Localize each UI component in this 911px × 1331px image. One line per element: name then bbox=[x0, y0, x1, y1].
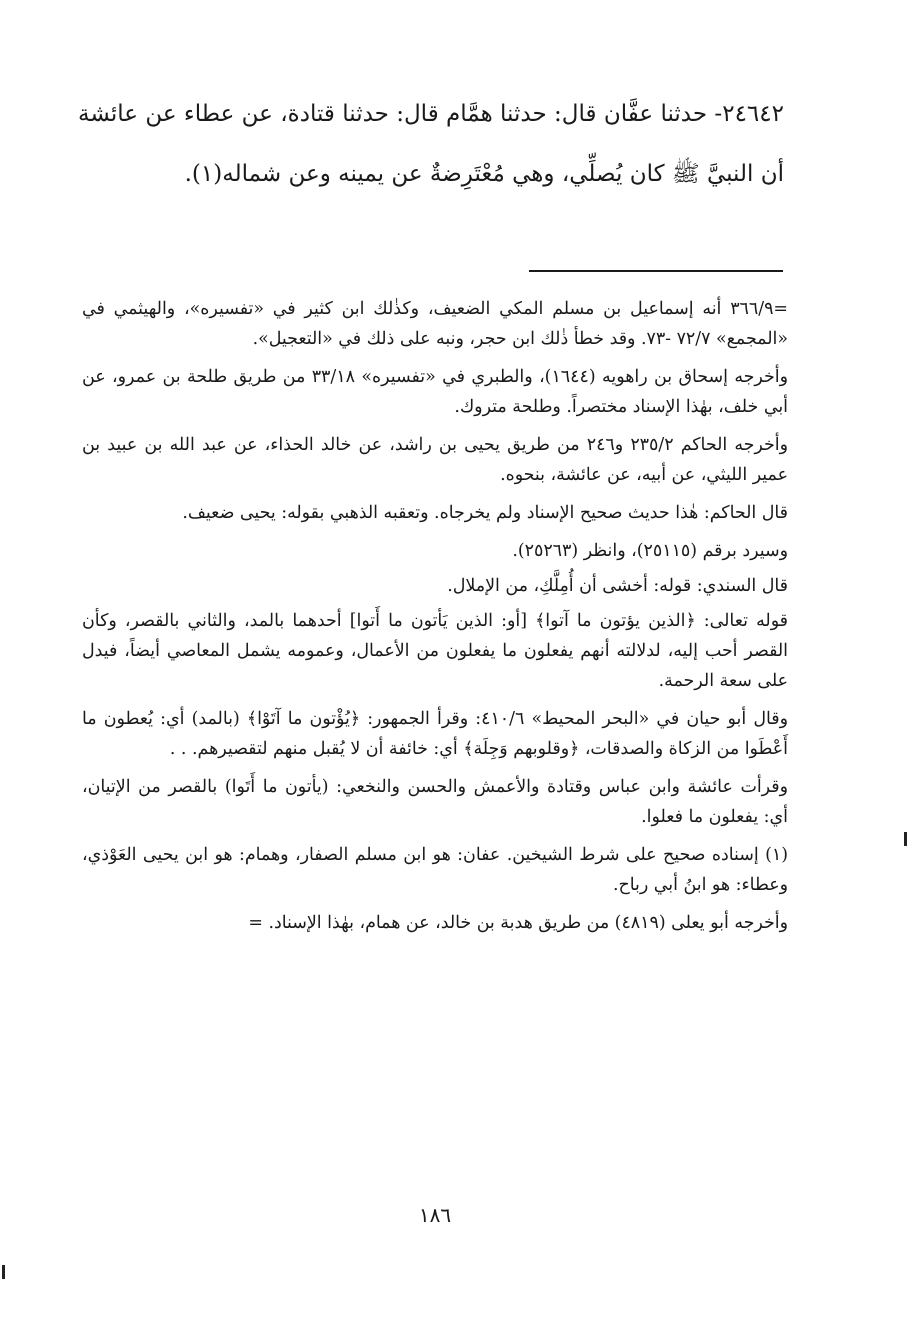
scan-mark bbox=[2, 1265, 5, 1279]
footnote-paragraph: =٣٦٦/٩ أنه إسماعيل بن مسلم المكي الضعيف، وكذٰلك ابن كثير في «تفسيره»، والهيثمي في «المجمع» ٧٢/٧ -٧٣. وقد خطأ ذٰلك ابن حجر، ونبه على ذلك في «التعجيل». bbox=[82, 299, 788, 349]
footnote-paragraph: وقرأت عائشة وابن عباس وقتادة والأعمش والحسن والنخعي: (يأتون ما أَتَوا) بالقصر من الإتيان، أي: يفعلون ما فعلوا. bbox=[82, 777, 788, 827]
footnote-paragraph: (١) إسناده صحيح على شرط الشيخين. عفان: هو ابن مسلم الصفار، وهمام: هو ابن يحيى العَوْذي، وعطاء: هو ابنُ أبي رباح. bbox=[82, 845, 788, 895]
hadith-paragraph: ٢٤٦٤٢- حدثنا عفَّان قال: حدثنا همَّام قال: حدثنا قتادة، عن عطاء عن عائشة أن النبيَّ ﷺ كان يُصلِّي، وهي مُعْتَرِضةٌ عن يمينه وعن شماله(١). bbox=[78, 101, 784, 187]
footnote-paragraph: وأخرجه إسحاق بن راهويه (١٦٤٤)، والطبري في «تفسيره» ٣٣/١٨ من طريق طلحة بن عمرو، عن أبي خلف، بهٰذا الإسناد مختصراً. وطلحة متروك. bbox=[82, 367, 788, 417]
footnote-paragraph: وقال أبو حيان في «البحر المحيط» ٤١٠/٦: وقرأ الجمهور: ﴿يُؤْتون ما آتَوْا﴾ (بالمد) أي: يُعطون ما أَعْطَوا من الزكاة والصدقات، ﴿وقلوبهم وَجِلَة﴾ أي: خائفة أن لا يُقبل منهم لتقصيرهم. . . bbox=[82, 709, 788, 759]
footnote-paragraph: قوله تعالى: ﴿الذين يؤتون ما آتوا﴾ [أو: الذين يَأتون ما أَتوا] أحدهما بالمد، والثاني بالقصر، وكأن القصر أحب إليه، لدلالته أنهم يفعلون ما يفعلون من الأعمال، وعمومه يشمل المعاصي أيضاً، فيدل على سعة الرحمة. bbox=[82, 611, 788, 691]
footnote-paragraph: قال الحاكم: هٰذا حديث صحيح الإسناد ولم يخرجاه. وتعقبه الذهبي بقوله: يحيى ضعيف. bbox=[182, 503, 788, 523]
footnote-separator bbox=[529, 270, 783, 272]
page-number: ١٨٦ bbox=[418, 1203, 452, 1227]
footnote-paragraph: وأخرجه أبو يعلى (٤٨١٩) من طريق هدبة بن خالد، عن همام، بهٰذا الإسناد. = bbox=[248, 913, 788, 933]
footnotes-block bbox=[82, 294, 788, 946]
footnote-paragraph: وسيرد برقم (٢٥١١٥)، وانظر (٢٥٢٦٣). bbox=[512, 541, 788, 561]
footnote-paragraph: وأخرجه الحاكم ٢٣٥/٢ و٢٤٦ من طريق يحيى بن راشد، عن خالد الحذاء، عن عبد الله بن عبيد بن عمير الليثي، عن أبيه، عن عائشة، بنحوه. bbox=[82, 435, 788, 485]
footnote-paragraph: قال السندي: قوله: أخشى أن أُمِلَّكِ، من الإملال. bbox=[447, 576, 788, 596]
scan-mark bbox=[904, 832, 907, 846]
hadith-text-block bbox=[78, 84, 784, 204]
